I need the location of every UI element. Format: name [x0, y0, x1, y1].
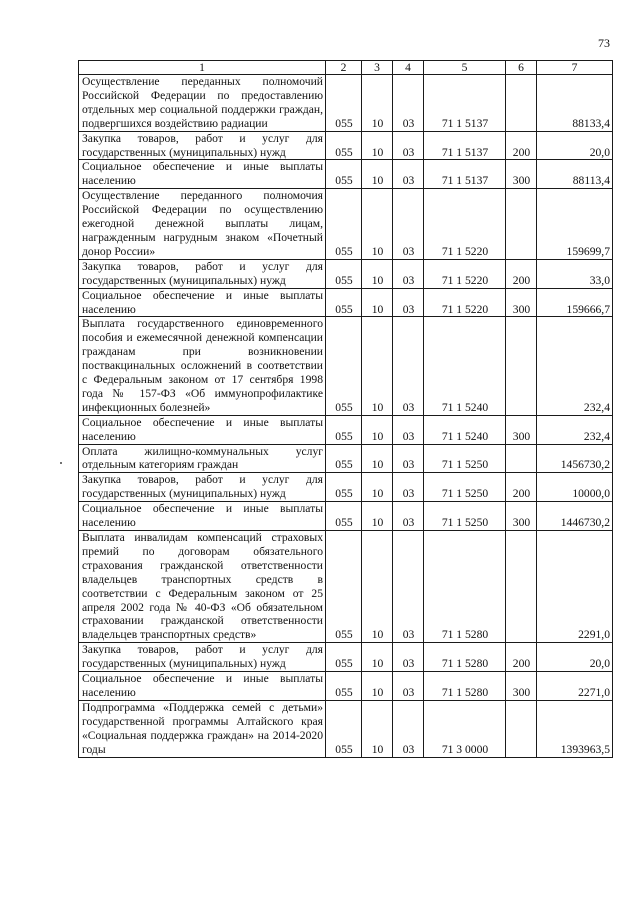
row-rz: 10 [362, 259, 393, 288]
table-row [79, 672, 613, 701]
row-pr: 03 [393, 75, 424, 132]
row-vr [506, 189, 537, 260]
row-name: Закупка товаров, работ и услуг для государственных (муниципальных) нужд [79, 131, 326, 160]
row-ved: 055 [326, 473, 362, 502]
row-csr: 71 1 5137 [424, 160, 506, 189]
row-vr [506, 444, 537, 473]
row-pr: 03 [393, 444, 424, 473]
row-sum: 10000,0 [537, 473, 613, 502]
row-sum: 1446730,2 [537, 502, 613, 531]
row-rz: 10 [362, 700, 393, 757]
table-row [79, 531, 613, 643]
table-row [79, 700, 613, 757]
row-ved: 055 [326, 444, 362, 473]
row-sum: 159699,7 [537, 189, 613, 260]
row-csr: 71 1 5220 [424, 288, 506, 317]
col-header-vr: 6 [506, 61, 537, 75]
row-csr: 71 1 5250 [424, 444, 506, 473]
col-header-pr: 4 [393, 61, 424, 75]
row-pr: 03 [393, 643, 424, 672]
table-row [79, 259, 613, 288]
table-row [79, 189, 613, 260]
row-name: Закупка товаров, работ и услуг для государственных (муниципальных) нужд [79, 473, 326, 502]
row-rz: 10 [362, 131, 393, 160]
row-vr [506, 531, 537, 643]
row-pr: 03 [393, 531, 424, 643]
header-row [79, 61, 613, 75]
row-rz: 10 [362, 189, 393, 260]
row-pr: 03 [393, 473, 424, 502]
row-pr: 03 [393, 259, 424, 288]
row-ved: 055 [326, 700, 362, 757]
row-pr: 03 [393, 700, 424, 757]
row-vr: 300 [506, 160, 537, 189]
row-sum: 88133,4 [537, 75, 613, 132]
row-name: Закупка товаров, работ и услуг для государственных (муниципальных) нужд [79, 643, 326, 672]
row-sum: 232,4 [537, 317, 613, 415]
table-row [79, 75, 613, 132]
row-pr: 03 [393, 415, 424, 444]
table-row [79, 288, 613, 317]
row-rz: 10 [362, 672, 393, 701]
row-ved: 055 [326, 160, 362, 189]
row-rz: 10 [362, 415, 393, 444]
row-name: Закупка товаров, работ и услуг для государственных (муниципальных) нужд [79, 259, 326, 288]
row-csr: 71 1 5280 [424, 672, 506, 701]
row-sum: 232,4 [537, 415, 613, 444]
row-vr: 200 [506, 643, 537, 672]
table-row [79, 415, 613, 444]
row-ved: 055 [326, 672, 362, 701]
row-rz: 10 [362, 473, 393, 502]
row-csr: 71 1 5280 [424, 531, 506, 643]
row-pr: 03 [393, 131, 424, 160]
row-name: Социальное обеспечение и иные выплаты населению [79, 288, 326, 317]
row-name: Выплата инвалидам компенсаций страховых премий по договорам обязательного страхования гражданской ответственности владельцев транспортных средств в соответствии с Федеральным законом от 25 апреля 2002 года № 40-ФЗ «Об обязательном страховании гражданской ответственности владельцев транспортных средств» [79, 531, 326, 643]
row-pr: 03 [393, 288, 424, 317]
row-sum: 20,0 [537, 643, 613, 672]
row-vr: 200 [506, 131, 537, 160]
row-vr: 300 [506, 288, 537, 317]
col-header-ved: 2 [326, 61, 362, 75]
row-vr: 300 [506, 502, 537, 531]
row-ved: 055 [326, 643, 362, 672]
table-row [79, 473, 613, 502]
scan-speck [60, 462, 62, 464]
row-pr: 03 [393, 672, 424, 701]
row-ved: 055 [326, 259, 362, 288]
row-vr [506, 75, 537, 132]
col-header-csr: 5 [424, 61, 506, 75]
row-csr: 71 1 5220 [424, 259, 506, 288]
row-ved: 055 [326, 288, 362, 317]
row-csr: 71 1 5137 [424, 131, 506, 160]
row-ved: 055 [326, 317, 362, 415]
row-name: Выплата государственного единовременного пособия и ежемесячной денежной компенсации гражданам при возникновении поствакцинальных осложнений в соответствии с Федеральным законом от 17 сентября 1998 года № 157-ФЗ «Об иммунопрофилактике инфекционных болезней» [79, 317, 326, 415]
row-csr: 71 1 5240 [424, 317, 506, 415]
row-rz: 10 [362, 502, 393, 531]
row-sum: 1393963,5 [537, 700, 613, 757]
row-vr [506, 317, 537, 415]
row-ved: 055 [326, 75, 362, 132]
budget-table [78, 60, 613, 758]
row-rz: 10 [362, 531, 393, 643]
row-name: Подпрограмма «Поддержка семей с детьми» государственной программы Алтайского края «Социальная поддержка граждан» на 2014-2020 годы [79, 700, 326, 757]
row-vr: 300 [506, 672, 537, 701]
row-rz: 10 [362, 317, 393, 415]
table-row [79, 444, 613, 473]
row-rz: 10 [362, 75, 393, 132]
row-name: Социальное обеспечение и иные выплаты населению [79, 672, 326, 701]
row-sum: 33,0 [537, 259, 613, 288]
table-row [79, 160, 613, 189]
row-ved: 055 [326, 531, 362, 643]
row-csr: 71 3 0000 [424, 700, 506, 757]
row-sum: 20,0 [537, 131, 613, 160]
row-vr [506, 700, 537, 757]
table-row [79, 643, 613, 672]
row-vr: 200 [506, 473, 537, 502]
row-sum: 88113,4 [537, 160, 613, 189]
row-name: Осуществление переданного полномочия Российской Федерации по осуществлению ежегодной денежной выплаты лицам, награжденным нагрудным знаком «Почетный донор России» [79, 189, 326, 260]
row-csr: 71 1 5280 [424, 643, 506, 672]
row-sum: 2291,0 [537, 531, 613, 643]
row-sum: 1456730,2 [537, 444, 613, 473]
row-pr: 03 [393, 189, 424, 260]
row-rz: 10 [362, 288, 393, 317]
col-header-name: 1 [79, 61, 326, 75]
row-pr: 03 [393, 502, 424, 531]
row-csr: 71 1 5240 [424, 415, 506, 444]
row-vr: 200 [506, 259, 537, 288]
row-name: Оплата жилищно-коммунальных услуг отдельным категориям граждан [79, 444, 326, 473]
row-pr: 03 [393, 160, 424, 189]
table-row [79, 502, 613, 531]
row-name: Социальное обеспечение и иные выплаты населению [79, 160, 326, 189]
row-ved: 055 [326, 131, 362, 160]
row-ved: 055 [326, 502, 362, 531]
row-name: Социальное обеспечение и иные выплаты населению [79, 502, 326, 531]
row-csr: 71 1 5220 [424, 189, 506, 260]
row-sum: 2271,0 [537, 672, 613, 701]
row-csr: 71 1 5250 [424, 502, 506, 531]
table-row [79, 317, 613, 415]
table-row [79, 131, 613, 160]
row-rz: 10 [362, 444, 393, 473]
page-number: 73 [598, 36, 610, 50]
row-rz: 10 [362, 643, 393, 672]
row-ved: 055 [326, 189, 362, 260]
row-name: Осуществление переданных полномочий Российской Федерации по предоставлению отдельных мер социальной поддержки граждан, подвергшихся воздействию радиации [79, 75, 326, 132]
row-rz: 10 [362, 160, 393, 189]
row-sum: 159666,7 [537, 288, 613, 317]
row-vr: 300 [506, 415, 537, 444]
col-header-sum: 7 [537, 61, 613, 75]
row-csr: 71 1 5250 [424, 473, 506, 502]
row-ved: 055 [326, 415, 362, 444]
col-header-rz: 3 [362, 61, 393, 75]
row-name: Социальное обеспечение и иные выплаты населению [79, 415, 326, 444]
row-csr: 71 1 5137 [424, 75, 506, 132]
row-pr: 03 [393, 317, 424, 415]
